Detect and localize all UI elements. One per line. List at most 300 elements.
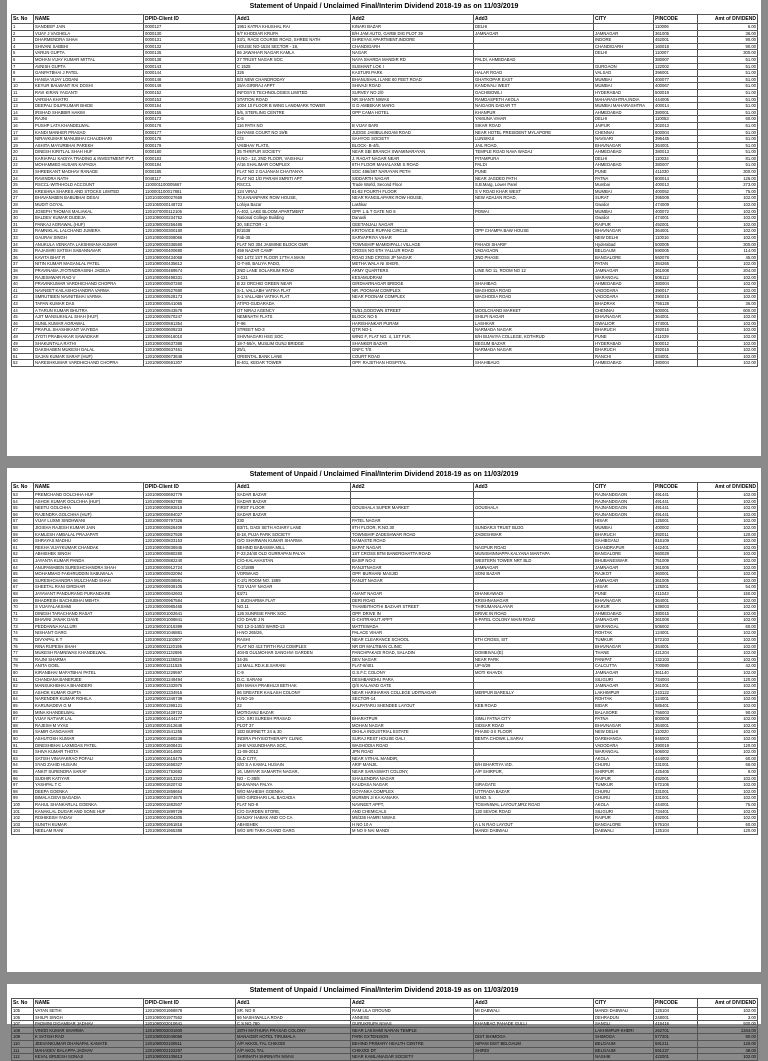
cell-amt-dividend: 90.00 (698, 37, 758, 44)
cell-add1: NO 13-3-140/2 WARD-13 (236, 623, 351, 630)
cell-name: RAJESH M VYAS (34, 722, 144, 729)
cell-pincode: 262701 (654, 1027, 698, 1034)
table-row (12, 623, 758, 630)
cell-name: SHREEKANT MADHAV RANADE (34, 169, 144, 176)
cell-city: PUNE (594, 333, 654, 340)
cell-add2: CHIKODI DT (351, 1047, 474, 1054)
cell-pincode: 577201 (654, 1034, 698, 1041)
cell-city (594, 56, 654, 63)
cell-add1: 124 VIRAJ (236, 188, 351, 195)
table-row (12, 630, 758, 637)
cell-add1: B3/71, DADI SETH AGIARY LANE (236, 524, 351, 531)
cell-add3 (474, 37, 594, 44)
cell-dpid-client-id: 1201090000833153 (144, 538, 236, 545)
cell-pincode: 361140 (654, 670, 698, 677)
cell-dpid-client-id: 1201090001658327 (144, 762, 236, 769)
cell-city: PANIPAT (594, 656, 654, 663)
cell-add2: GOYANKA COMPLEX (351, 788, 474, 795)
cell-dpid-client-id: 1201090001813323 (144, 775, 236, 782)
cell-add2: SUSHANT LOK I (351, 63, 474, 70)
cell-sr-no: 73 (12, 623, 34, 630)
cell-name: MUKESH RAMNIWAS KHANDELWAL (34, 650, 144, 657)
cell-sr-no: 104 (12, 828, 34, 835)
col-pincode-header: PINCODE (654, 15, 698, 24)
cell-sr-no: 49 (12, 340, 34, 347)
cell-amt-dividend: 102.00 (698, 735, 758, 742)
cell-name: MINA KHANDELWAL (34, 709, 144, 716)
cell-add2: BHANUSHALI LANE 60 FEET ROAD (351, 76, 474, 83)
cell-pincode: 474001 (654, 320, 698, 327)
cell-city: SHIMOGA (594, 1034, 654, 1041)
cell-add1: 27 TRUST NAGAR SOC (236, 56, 351, 63)
cell-pincode: 380007 (654, 56, 698, 63)
cell-add2: WING F, FLAT NO. 4, 1ST FLR. (351, 333, 474, 340)
cell-add1: BASAVANA PALYA (236, 782, 351, 789)
col-city-header: CITY (594, 15, 654, 24)
cell-amt-dividend: 102.00 (698, 294, 758, 301)
cell-city: NASHIK (594, 1054, 654, 1061)
cell-add3: ZADESHWAR (474, 531, 594, 538)
cell-add2 (351, 584, 474, 591)
cell-amt-dividend: 300.00 (698, 241, 758, 248)
cell-add3: PITAMPURA (474, 155, 594, 162)
cell-add1: 116 PATH NO (236, 122, 351, 129)
cell-add1: MANAGER HOTEL TIRUMALA (236, 1034, 351, 1041)
cell-add2: Trade World, Second Floor (351, 182, 474, 189)
cell-sr-no: 62 (12, 551, 34, 558)
cell-pincode: 384265 (654, 261, 698, 268)
cell-add3 (474, 584, 594, 591)
cell-sr-no: 91 (12, 742, 34, 749)
cell-amt-dividend: 102.00 (698, 221, 758, 228)
cell-amt-dividend: 102.00 (698, 683, 758, 690)
cell-add3 (474, 300, 594, 307)
col-add3-header: Add3 (474, 15, 594, 24)
cell-dpid-client-id: 0048117 (144, 175, 236, 182)
cell-sr-no: 17 (12, 129, 34, 136)
cell-amt-dividend: 102.00 (698, 815, 758, 822)
cell-name: SANDEEP JAIN (34, 24, 144, 31)
cell-add2 (351, 709, 474, 716)
cell-add2 (351, 498, 474, 505)
table-row (12, 208, 758, 215)
cell-sr-no: 6 (12, 56, 34, 63)
cell-add2: KRITOVICE RUPANI CIRCLE (351, 228, 474, 235)
cell-dpid-client-id: 1201090001211525 (144, 663, 236, 670)
cell-add3: KEB ROAD (474, 703, 594, 710)
cell-sr-no: 24 (12, 175, 34, 182)
cell-add1: NO - C-39/8 (236, 775, 351, 782)
cell-dpid-client-id: 1201090000691307 (144, 360, 236, 367)
cell-add2: MURMIN JI KA KANARA (351, 795, 474, 802)
cell-amt-dividend: 90.00 (698, 43, 758, 50)
cell-city: JAMNAGAR (594, 577, 654, 584)
table-row (12, 722, 758, 729)
cell-add3: PUNE (474, 169, 594, 176)
table-row (12, 56, 758, 63)
cell-add3 (474, 749, 594, 756)
cell-add2: G-CHITRAKUT APPT (351, 617, 474, 624)
cell-pincode: 400014 (654, 103, 698, 110)
cell-dpid-client-id: 1201090000932094 (144, 571, 236, 578)
cell-pincode: 361005 (654, 577, 698, 584)
cell-amt-dividend: 102.00 (698, 202, 758, 209)
cell-add1: RSCCL (236, 182, 351, 189)
cell-sr-no: 18 (12, 136, 34, 143)
cell-add2: SOC 496/497 NARAYAN PETH (351, 169, 474, 176)
cell-pincode: 392015 (654, 347, 698, 354)
table-row (12, 1054, 758, 1061)
cell-dpid-client-id: 0000184 (144, 162, 236, 169)
cell-add3: GACHIBOWLI (474, 89, 594, 96)
cell-sr-no: 80 (12, 670, 34, 677)
cell-amt-dividend: 102.00 (698, 577, 758, 584)
cell-name: VIJAY LUXMI SINDHWANI (34, 518, 144, 525)
cell-name: NARENDER KUMAR ROHILA (34, 696, 144, 703)
table-row (12, 524, 758, 531)
cell-add3 (474, 775, 594, 782)
cell-add3: BENTA CHOWK L.SARAI (474, 735, 594, 742)
cell-add2: OPP. DRIVE IN (351, 610, 474, 617)
cell-sr-no: 87 (12, 716, 34, 723)
cell-name: SMRUTIBEN NAVNITBHAI VARMA (34, 294, 144, 301)
cell-add3: PALDI (474, 162, 594, 169)
table-row (12, 320, 758, 327)
cell-add1: C/O GARDEN STORE, (236, 808, 351, 815)
cell-add2: SIDDARTH NAGAR (351, 175, 474, 182)
cell-add3 (474, 518, 594, 525)
cell-name: BALDEV KUMAR DUDEJA (34, 215, 144, 222)
cell-pincode: 125001 (654, 518, 698, 525)
cell-add1: ORIENTAL BANK LANE (236, 353, 351, 360)
cell-add1: 126 SUNRISE PARK SOC (236, 610, 351, 617)
cell-add3: GHATKOPAR EAST (474, 76, 594, 83)
cell-name: NITIN KUMAR MAGANLAL PATEL (34, 261, 144, 268)
table-header-row (12, 15, 758, 24)
cell-add2: MOHAN NAGAR (351, 722, 474, 729)
cell-dpid-client-id: 0000138 (144, 56, 236, 63)
cell-dpid-client-id: 1201090002049065 (144, 1034, 236, 1041)
cell-pincode: 600001 (654, 307, 698, 314)
cell-sr-no: 15 (12, 116, 34, 123)
cell-amt-dividend: 120.00 (698, 828, 758, 835)
table-row (12, 518, 758, 525)
col-city-header: CITY (594, 483, 654, 492)
table-row (12, 498, 758, 505)
cell-city: PUNE (594, 169, 654, 176)
cell-name: RAJNI SHARMA (34, 656, 144, 663)
table-row (12, 70, 758, 77)
cell-sr-no: 79 (12, 663, 34, 670)
cell-add1: BEHIND BABASWA MILL (236, 544, 351, 551)
cell-pincode: 361005 (654, 30, 698, 37)
cell-sr-no: 97 (12, 782, 34, 789)
cell-add3: NEAR PARK (474, 656, 594, 663)
cell-pincode: 756128 (654, 300, 698, 307)
cell-pincode: 400067 (654, 83, 698, 90)
cell-add1: W/O GIRDHARI LAL BAGADIA (236, 795, 351, 802)
cell-name: JEEVANKUMAR DHANAPAL KAMATE (34, 1040, 144, 1047)
cell-sr-no: 68 (12, 590, 34, 597)
cell-add1: 66 NASHIWALLA ROAD (236, 1014, 351, 1021)
cell-add1: C/O DAVE J N (236, 617, 351, 624)
cell-city: MUMBAI (594, 524, 654, 531)
cell-add2: OKHLA INDUSTRIAL ESTATE (351, 729, 474, 736)
cell-add2: DESHBANDHU PARA (351, 676, 474, 683)
cell-city: ROHTAK (594, 630, 654, 637)
cell-dpid-client-id: 0000180 (144, 149, 236, 156)
table-row (12, 571, 758, 578)
cell-pincode: 364001 (654, 228, 698, 235)
cell-amt-dividend: 102.00 (698, 610, 758, 617)
cell-pincode: 124001 (654, 630, 698, 637)
cell-add1: INDIRA PHYSIOTHERAPY CLINIC (236, 735, 351, 742)
cell-add3: MOOLCHAND MARKET (474, 307, 594, 314)
cell-sr-no: 60 (12, 538, 34, 545)
cell-name: KAMLESH AMBALAL PRAJAPATI (34, 531, 144, 538)
table-row (12, 689, 758, 696)
cell-sr-no: 28 (12, 202, 34, 209)
cell-sr-no: 8 (12, 70, 34, 77)
cell-name: KANDI MANHER PRASAD (34, 129, 144, 136)
cell-dpid-client-id: 1201090001444177 (144, 716, 236, 723)
cell-name: DINESHBHAI LAXMIDAS PATEL (34, 742, 144, 749)
cell-city: BHADRAK (594, 300, 654, 307)
cell-city: BHUBANESWAR (594, 557, 654, 564)
cell-city: AHMEDABAD (594, 149, 654, 156)
cell-add3: KHANPUR (474, 109, 594, 116)
cell-dpid-client-id: 1201090001132695 (144, 650, 236, 657)
cell-add2: KESAMUDRAM (351, 274, 474, 281)
table-row (12, 775, 758, 782)
table-row (12, 142, 758, 149)
cell-pincode: 400052 (654, 188, 698, 195)
cell-dpid-client-id: 1201090000692819 (144, 505, 236, 512)
cell-dpid-client-id: 1201090001904305 (144, 815, 236, 822)
cell-pincode: 425405 (654, 768, 698, 775)
cell-dpid-client-id: 1201090001820742 (144, 782, 236, 789)
cell-add2: NR SHANTI NIWAS (351, 96, 474, 103)
cell-name: SHIVA KUMAR THOTA (34, 749, 144, 756)
cell-pincode: 444005 (654, 96, 698, 103)
col-sr-no-header: Sr. No (12, 15, 34, 24)
cell-add3: 6-PATEL COLONY MAIN ROAD (474, 617, 594, 624)
page-title: Statement of Unpaid / Unclaimed Final/Interim Dividend 2018-19 as on 11/03/2019 (249, 471, 519, 478)
cell-add3: SHIRDI (474, 1047, 594, 1054)
cell-pincode: 816109 (654, 538, 698, 545)
cell-amt-dividend: 600.00 (698, 307, 758, 314)
table-row (12, 149, 758, 156)
cell-amt-dividend: 102.00 (698, 340, 758, 347)
cell-add1: SADAR BAZAR (236, 498, 351, 505)
cell-pincode: 492001 (654, 815, 698, 822)
cell-amt-dividend: 102.00 (698, 749, 758, 756)
cell-add3 (474, 63, 594, 70)
cell-add2: OPP CAMA HOTEL (351, 109, 474, 116)
cell-add2: FLAT-8/401 (351, 663, 474, 670)
cell-name: GANPATBHAI J PATEL (34, 70, 144, 77)
table-row (12, 267, 758, 274)
cell-dpid-client-id: 1201090001229597 (144, 670, 236, 677)
cell-name: RAJESHWAR RAO V (34, 274, 144, 281)
cell-add1: 66 JAWAHAR NAGAR KAMLA (236, 50, 351, 57)
cell-dpid-client-id: 1201090001398121 (144, 703, 236, 710)
cell-sr-no: 63 (12, 557, 34, 564)
cell-sr-no: 56 (12, 511, 34, 518)
cell-add2: ROAD 2ND CROSS JP NAGAR (351, 254, 474, 261)
cell-amt-dividend: 102.00 (698, 261, 758, 268)
cell-add3: OPP CHAMPA BAW HOUSE (474, 228, 594, 235)
cell-amt-dividend: 150.00 (698, 590, 758, 597)
cell-amt-dividend: 102.00 (698, 729, 758, 736)
cell-sr-no: 20 (12, 149, 34, 156)
cell-dpid-client-id: 0000143 (144, 63, 236, 70)
cell-dpid-client-id: 1201090000527680 (144, 287, 236, 294)
table-row (12, 696, 758, 703)
cell-add3: JAIL ROAD, (474, 142, 594, 149)
cell-city: VALSAD (594, 70, 654, 77)
cell-sr-no: 64 (12, 564, 34, 571)
cell-add1: S/O S A KAMAL HUSAIN (236, 762, 351, 769)
table-row (12, 228, 758, 235)
cell-add2: ANANT NAGAR (351, 590, 474, 597)
cell-sr-no: 1 (12, 24, 34, 31)
cell-name: SHRAYAS MADHU (34, 538, 144, 545)
cell-sr-no: 83 (12, 689, 34, 696)
cell-add3: GOUSHALA (474, 505, 594, 512)
cell-add2: GEETANJALI NAGAR (351, 221, 474, 228)
cell-add2: PALACE VIHAR (351, 630, 474, 637)
cell-city (594, 24, 654, 31)
cell-add1: AT/PO-GUDARADA (236, 300, 351, 307)
cell-name: MOHAMMAD FAKHRUDDIN SABUWALA (34, 571, 144, 578)
cell-dpid-client-id: 1201090000489574 (144, 267, 236, 274)
cell-dpid-client-id: 1201090002010641 (144, 1021, 236, 1028)
cell-dpid-client-id: 1201090000541065 (144, 300, 236, 307)
cell-add3: TEMPLE ROAD NAVA WADAJ (474, 149, 594, 156)
cell-pincode: 560078 (654, 254, 698, 261)
col-amt-dividend-header: Amt of DIVIDEND (698, 15, 758, 24)
cell-pincode: 491441 (654, 498, 698, 505)
table-row (12, 241, 758, 248)
cell-pincode: 331001 (654, 762, 698, 769)
cell-pincode: 110006 (654, 24, 698, 31)
cell-sr-no: 30 (12, 215, 34, 222)
cell-dpid-client-id: 1201090000400680 (144, 248, 236, 255)
cell-add1: 28TH MATHURA PRASAD COLONY (236, 1027, 351, 1034)
cell-add3: WAGHODIA ROAD (474, 294, 594, 301)
cell-name: PRAVINKUMAR VARDHICHAND CHOPRA (34, 281, 144, 288)
cell-name: MOHAN VIJAY KUMAR MITTAL (34, 56, 144, 63)
cell-add2: BLOCK- B-4/5, (351, 142, 474, 149)
cell-city: VADODARA (594, 742, 654, 749)
cell-add3: B/H BHARTIYA VID. (474, 762, 594, 769)
cell-amt-dividend: 102.00 (698, 795, 758, 802)
cell-city: BHARUCH (594, 347, 654, 354)
cell-city: ROHTAK (594, 696, 654, 703)
cell-name: DINESH TARACHAND RASAT (34, 610, 144, 617)
cell-add3: NAGPUR ROAD (474, 544, 594, 551)
cell-add2: NEAR POONAM COMPLEX (351, 294, 474, 301)
cell-add3: S.B.Marg, Lower Parel (474, 182, 594, 189)
cell-city: VADODARA (594, 287, 654, 294)
cell-add1: A-402, LAKE BLOOM APARTMENT (236, 208, 351, 215)
cell-sr-no: 90 (12, 735, 34, 742)
cell-add2: THAMBITHOTHI BAZAAR STREET (351, 604, 474, 611)
cell-dpid-client-id: 1201090001102507 (144, 637, 236, 644)
cell-name: DAKSHABEN MUKESH DALAL (34, 347, 144, 354)
cell-pincode: 390017 (654, 287, 698, 294)
dividend-table (11, 14, 758, 367)
cell-amt-dividend: 102.00 (698, 327, 758, 334)
cell-pincode: 400072 (654, 208, 698, 215)
cell-add3 (474, 353, 594, 360)
cell-amt-dividend: 102.00 (698, 281, 758, 288)
table-header-row (12, 483, 758, 492)
cell-add3 (474, 577, 594, 584)
cell-pincode: 396445 (654, 136, 698, 143)
cell-name: NIRAVKUMAR MANUBHAI CHAUDHARI (34, 136, 144, 143)
cell-add1: VORWAAD (236, 571, 351, 578)
cell-add3 (474, 202, 594, 209)
table-row (12, 261, 758, 268)
cell-sr-no: 21 (12, 155, 34, 162)
cell-dpid-client-id: 1201090000912724 (144, 564, 236, 571)
cell-city: RAIPUR (594, 221, 654, 228)
cell-dpid-client-id: 0000153 (144, 96, 236, 103)
cell-pincode: 248001 (654, 1014, 698, 1021)
cell-pincode: 110053 (654, 116, 698, 123)
cell-add1: SR. NO 8 (236, 1008, 351, 1015)
cell-add3 (474, 498, 594, 505)
cell-sr-no: 108 (12, 1027, 34, 1034)
cell-amt-dividend: 102.00 (698, 333, 758, 340)
cell-dpid-client-id: 1201090002100511 (144, 1040, 236, 1047)
table-row (12, 729, 758, 736)
cell-sr-no: 43 (12, 300, 34, 307)
statement-page-3 (7, 984, 761, 1060)
cell-sr-no: 11 (12, 89, 34, 96)
cell-dpid-client-id: 1201090001951816 (144, 821, 236, 828)
cell-city: JAIPUR (594, 122, 654, 129)
cell-add3: KRISHNANAGAR (474, 597, 594, 604)
cell-name: PADMINI DIGAMBAR JADHAV (34, 1021, 144, 1028)
cell-sr-no: 82 (12, 683, 34, 690)
table-row (12, 254, 758, 261)
cell-add2: ANNEXE (351, 1014, 474, 1021)
cell-dpid-client-id: 0000132 (144, 43, 236, 50)
table-row (12, 89, 758, 96)
cell-sr-no: 16 (12, 122, 34, 129)
cell-city: MANDI DABWALI (594, 1008, 654, 1015)
cell-city: PATNA (594, 175, 654, 182)
cell-add2: OPP. RAJSTHAN HOSPITAL (351, 360, 474, 367)
cell-name: NISHANT GARG (34, 630, 144, 637)
cell-add3 (474, 676, 594, 683)
cell-add2: SURAJ REST HOUSE GALI (351, 735, 474, 742)
cell-city: CHURU (594, 795, 654, 802)
cell-sr-no: 54 (12, 498, 34, 505)
cell-sr-no: 96 (12, 775, 34, 782)
cell-add3: A L N RAO LAYOUT (474, 821, 594, 828)
cell-dpid-client-id: 1201090001120195 (144, 643, 236, 650)
cell-sr-no: 44 (12, 307, 34, 314)
cell-amt-dividend: 102.00 (698, 287, 758, 294)
cell-pincode: 390019 (654, 294, 698, 301)
table-row (12, 821, 758, 828)
cell-add2: NR DR MALTIBAN CLINIC (351, 643, 474, 650)
cell-add2: PANCHPAKADI ROAD, SALADIN (351, 650, 474, 657)
